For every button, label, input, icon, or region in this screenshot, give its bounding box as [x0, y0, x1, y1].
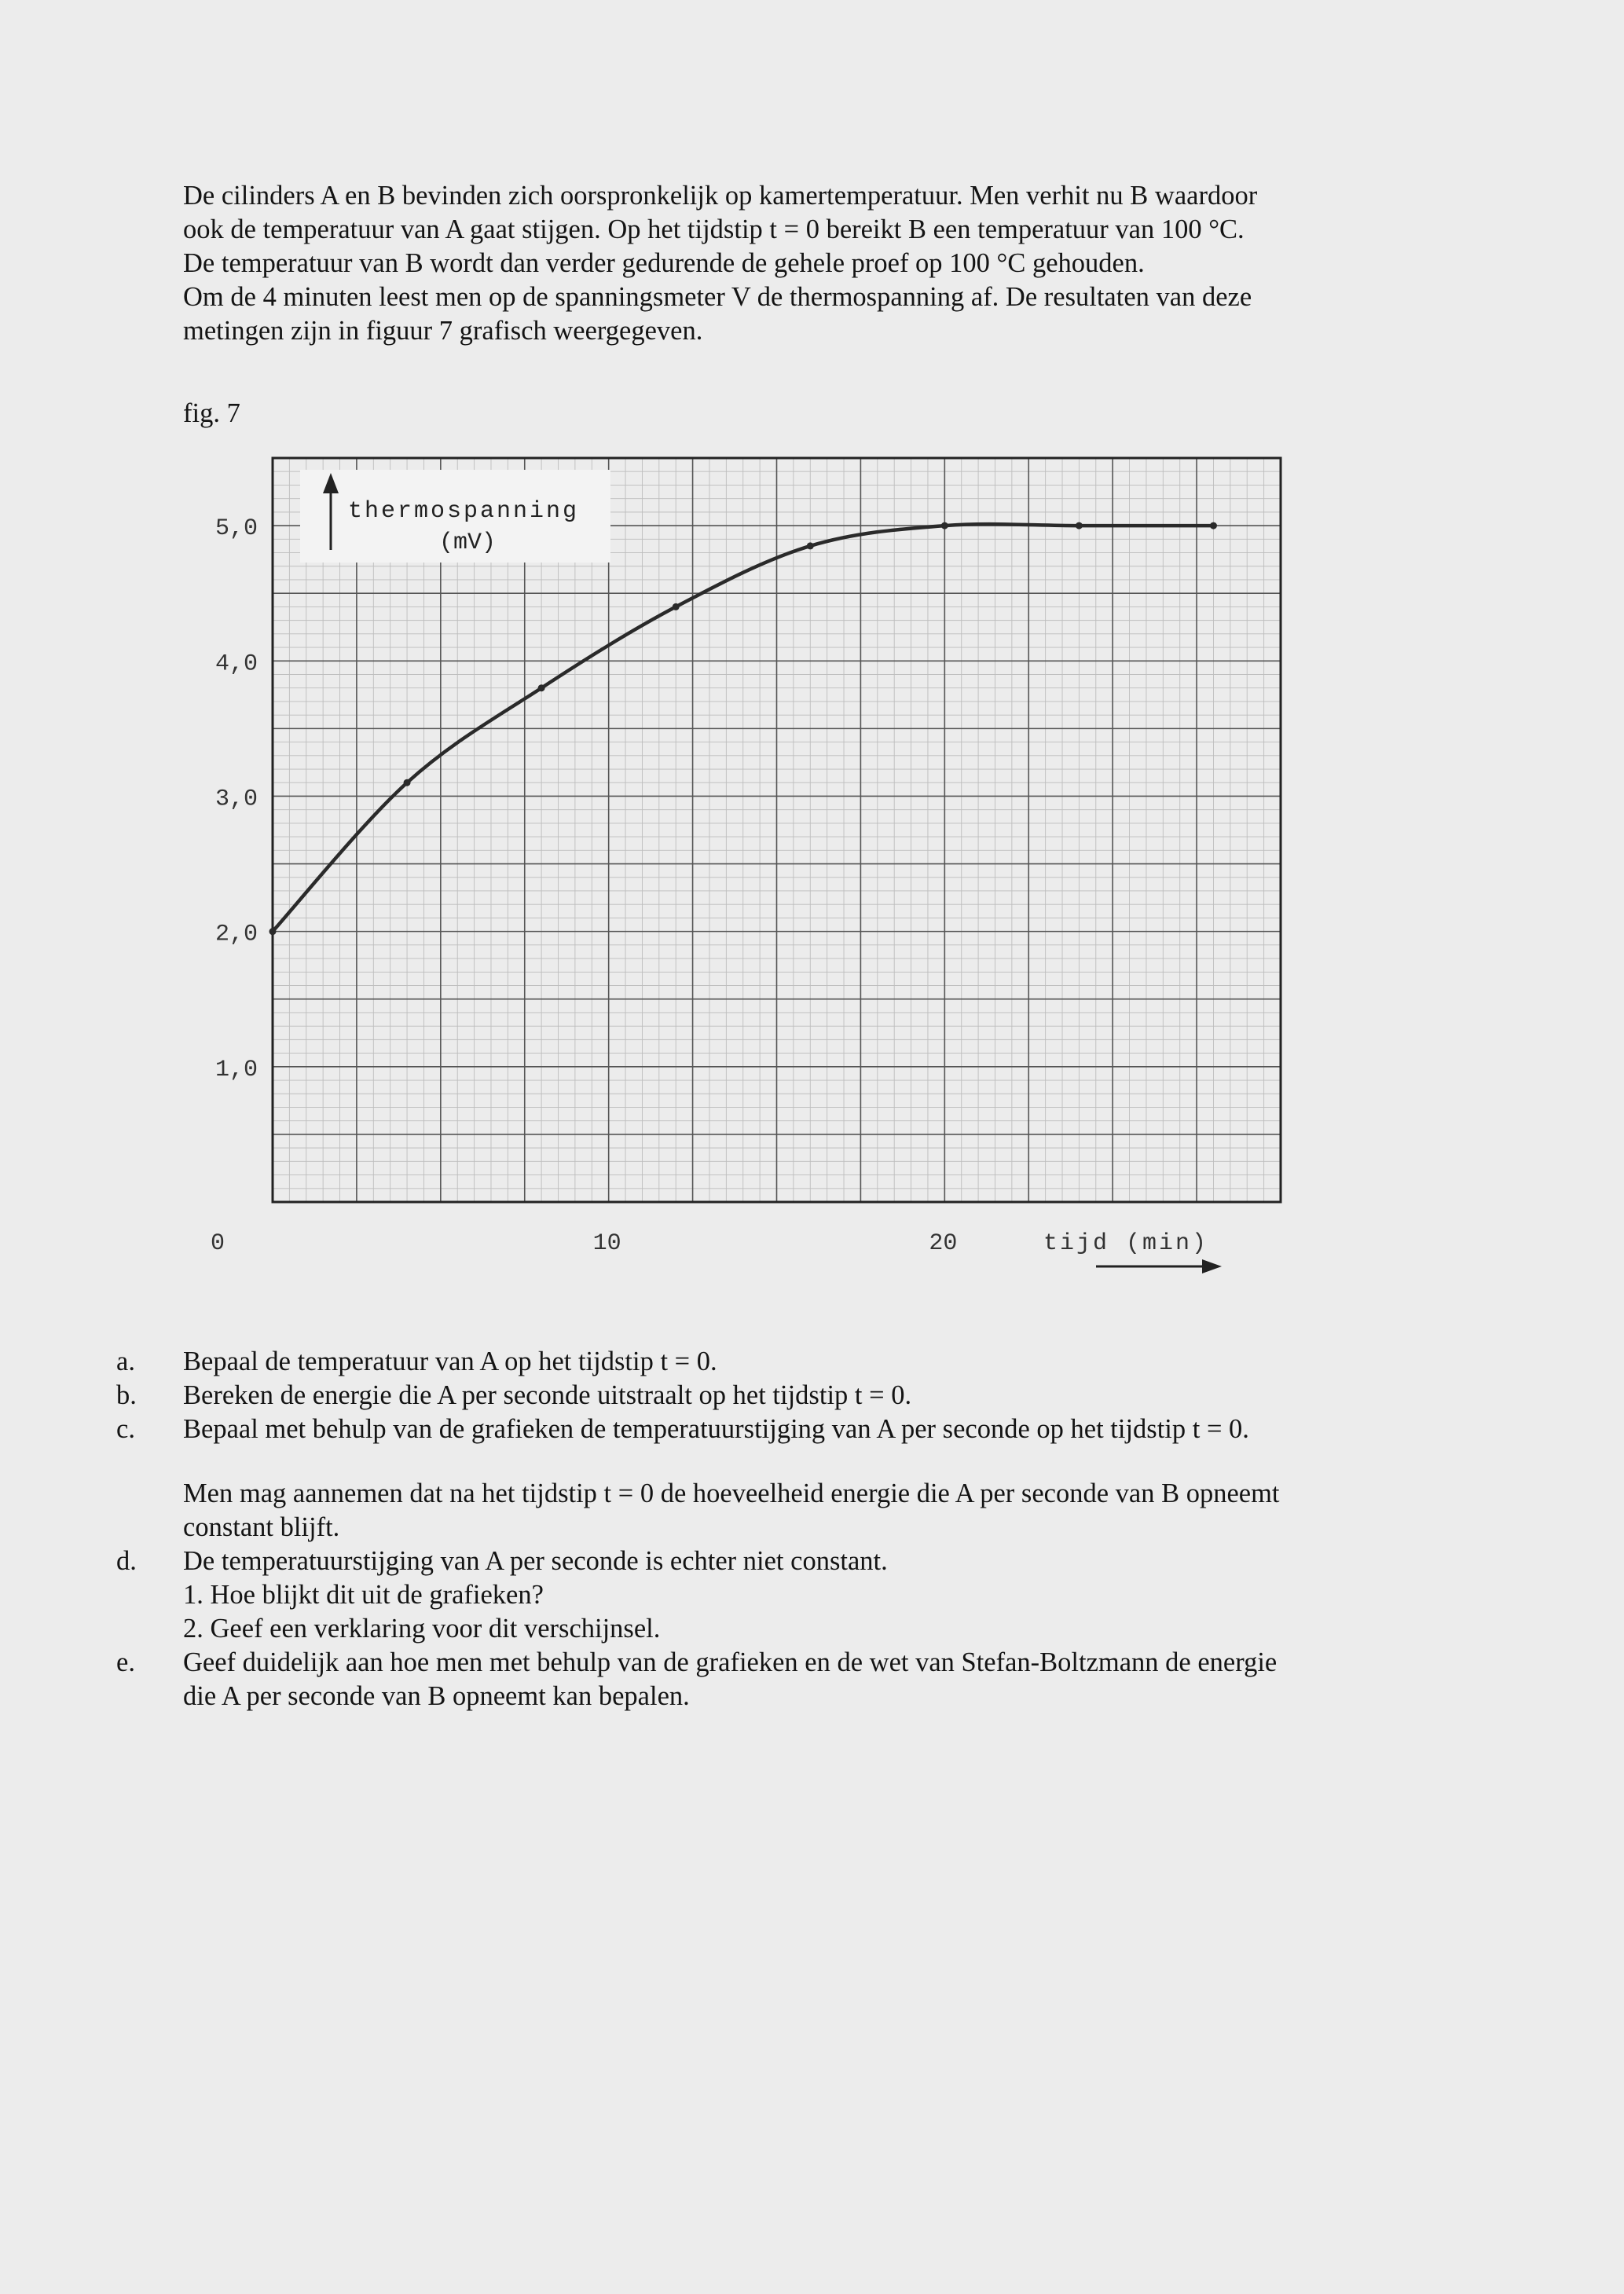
- data-point: [269, 928, 277, 935]
- ylabel-line1: thermospanning: [348, 498, 580, 525]
- question-letter: b.: [116, 1380, 137, 1410]
- question-letter: c.: [116, 1414, 135, 1444]
- question-text: Bepaal met behulp van de grafieken de temperatuurstijging van A per seconde op het tijdstip t = 0.: [183, 1414, 1249, 1444]
- y-tick-label: 1,0: [214, 1056, 258, 1083]
- figure-label: fig. 7: [183, 398, 240, 428]
- x-tick-labels: [211, 1230, 957, 1257]
- question-letter: a.: [116, 1347, 135, 1376]
- question-letter: e.: [116, 1647, 135, 1677]
- intro-line: Om de 4 minuten leest men op de spanningsmeter V de thermospanning af. De resultaten van deze: [183, 282, 1252, 312]
- intro-line: De cilinders A en B bevinden zich oorspronkelijk op kamertemperatuur. Men verhit nu B waardoor: [183, 181, 1258, 211]
- question-subitem: 2. Geef een verklaring voor dit verschijnsel.: [183, 1614, 661, 1644]
- data-point: [538, 684, 545, 691]
- data-point: [1210, 522, 1217, 530]
- data-point: [941, 522, 948, 530]
- question-text: Bepaal de temperatuur van A op het tijdstip t = 0.: [183, 1347, 717, 1376]
- data-point: [404, 779, 411, 786]
- xlabel-arrow-icon: [1096, 1259, 1222, 1273]
- question-text: De temperatuurstijging van A per seconde is echter niet constant.: [183, 1546, 888, 1576]
- question-text: Bereken de energie die A per seconde uitstraalt op het tijdstip t = 0.: [183, 1380, 912, 1410]
- assumption-line: Men mag aannemen dat na het tijdstip t = 0 de hoeveelheid energie die A per seconde van B opneemt: [183, 1479, 1280, 1508]
- y-tick-label: 2,0: [214, 921, 258, 948]
- y-tick-label: 5,0: [214, 515, 258, 543]
- ylabel-line2: (mV): [438, 530, 497, 556]
- question-text: Geef duidelijk aan hoe men met behulp van de grafieken en de wet van Stefan-Boltzmann de energie: [183, 1647, 1278, 1677]
- x-tick-label: 20: [929, 1230, 958, 1257]
- data-point: [1076, 522, 1083, 530]
- question-letter: d.: [116, 1546, 137, 1576]
- xlabel: tijd (min): [1043, 1230, 1209, 1257]
- intro-line: metingen zijn in figuur 7 grafisch weergegeven.: [183, 316, 703, 346]
- y-tick-labels: [215, 515, 258, 1083]
- y-tick-label: 4,0: [214, 650, 258, 678]
- intro-line: De temperatuur van B wordt dan verder gedurende de gehele proef op 100 °C gehouden.: [183, 248, 1145, 278]
- question-text: die A per seconde van B opneemt kan bepalen.: [183, 1681, 690, 1711]
- x-tick-label: 10: [592, 1230, 621, 1257]
- x-tick-label: 0: [211, 1230, 225, 1257]
- intro-line: ook de temperatuur van A gaat stijgen. Op het tijdstip t = 0 bereikt B een temperatuur van 100 °C.: [183, 214, 1245, 244]
- data-point: [807, 542, 814, 549]
- y-tick-label: 3,0: [214, 786, 258, 813]
- question-subitem: 1. Hoe blijkt dit uit de grafieken?: [183, 1580, 544, 1610]
- assumption-line: constant blijft.: [183, 1512, 340, 1542]
- data-point: [673, 603, 680, 610]
